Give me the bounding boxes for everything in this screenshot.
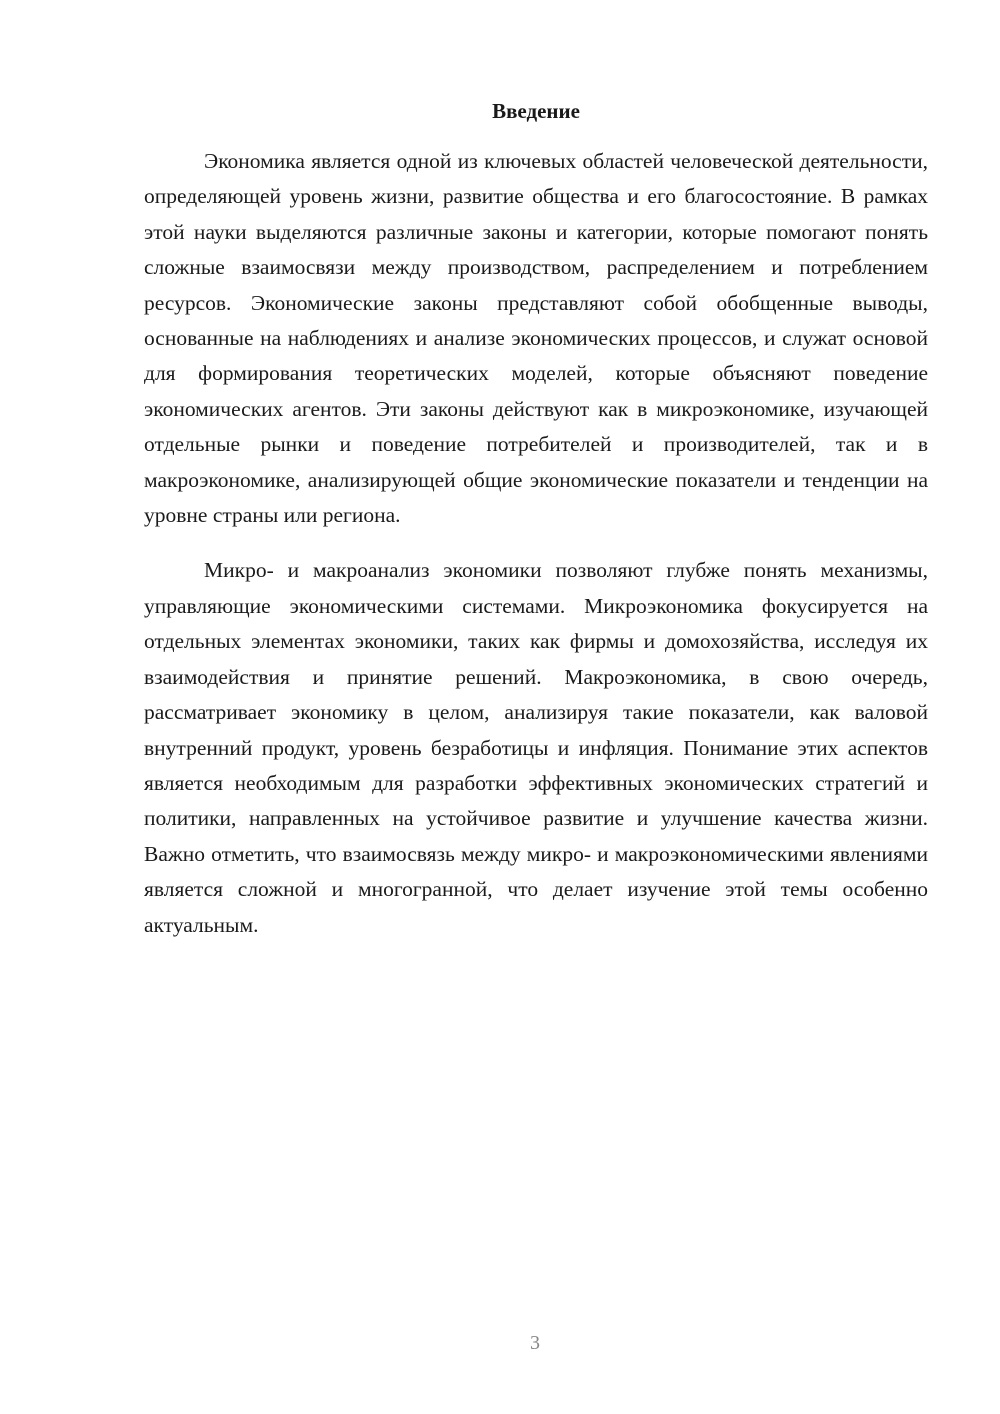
- paragraph-2: Микро- и макроанализ экономики позволяют глубже понять механизмы, управляющие экономическими системами. Микроэкономика фокусируется на отдельных элементах экономики, таких как фирмы и домохозяйства, исследуя их взаимодействия и принятие решений. Макроэкономика, в свою очередь, рассматривает экономику в целом, анализируя такие показатели, как валовой внутренний продукт, уровень безработицы и инфляция. Понимание этих аспектов является необходимым для разработки эффективных экономических стратегий и политики, направленных на устойчивое развитие и улучшение качества жизни. Важно отметить, что взаимосвязь между микро- и макроэкономическими явлениями является сложной и многогранной, что делает изучение этой темы особенно актуальным.: [144, 558, 928, 937]
- page-content: [144, 92, 928, 943]
- section-heading: Введение: [492, 99, 580, 123]
- page-number: 3: [530, 1332, 540, 1354]
- paragraph-1: Экономика является одной из ключевых областей человеческой деятельности, определяющей уровень жизни, развитие общества и его благосостояние. В рамках этой науки выделяются различные законы и категории, которые помогают понять сложные взаимосвязи между производством, распределением и потреблением ресурсов. Экономические законы представляют собой обобщенные выводы, основанные на наблюдениях и анализе экономических процессов, и служат основой для формирования теоретических моделей, которые объясняют поведение экономических агентов. Эти законы действуют как в микроэкономике, изучающей отдельные рынки и поведение потребителей и производителей, так и в макроэкономике, анализирующей общие экономические показатели и тенденции на уровне страны или региона.: [144, 149, 928, 528]
